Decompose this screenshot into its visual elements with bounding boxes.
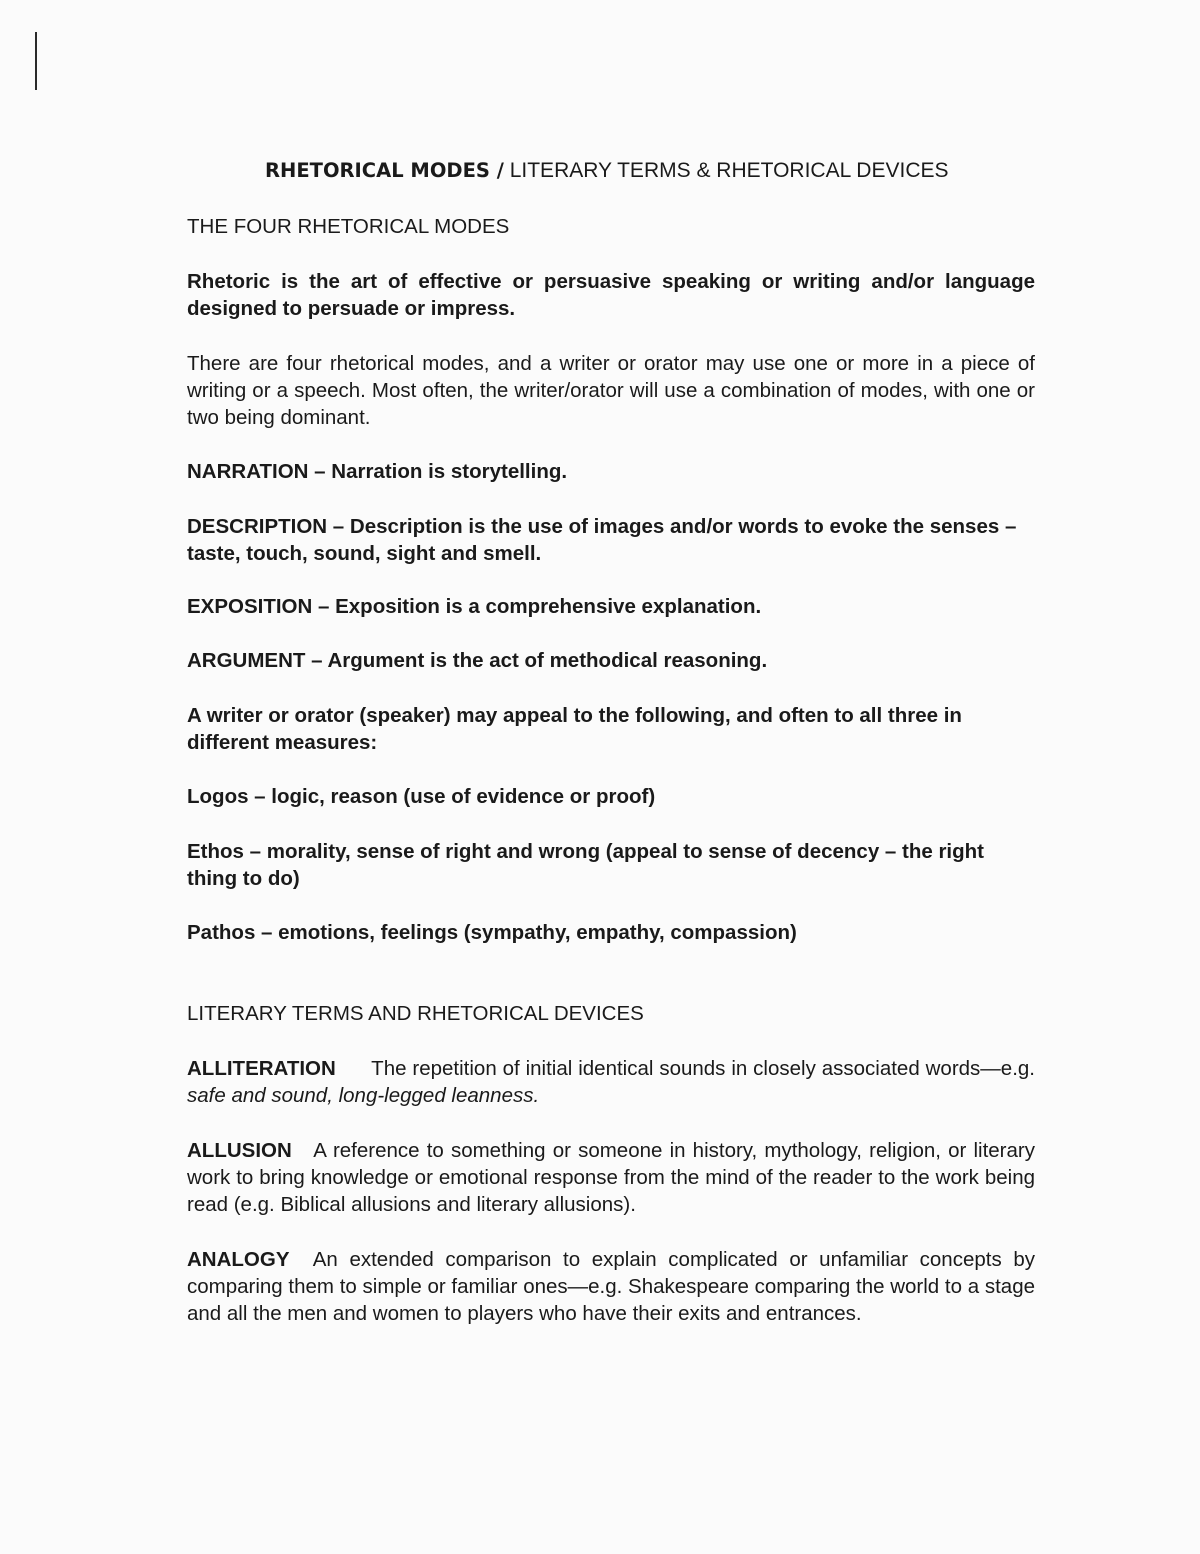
title-part-1: RHETORICAL MODES / <box>265 159 504 182</box>
mode-narration: NARRATION – Narration is storytelling. <box>187 460 568 483</box>
term-definition: An extended comparison to explain complicated or unfamiliar concepts by comparing them to simple or familiar ones—e.g. Shakespeare comparing the world to a stage and all the men and women to players who have their exits and entrances. <box>187 1248 1035 1325</box>
term-name: ALLITERATION <box>187 1057 336 1080</box>
appeal-pathos: Pathos – emotions, feelings (sympathy, empathy, compassion) <box>187 921 797 944</box>
intro-paragraph: There are four rhetorical modes, and a writer or orator may use one or more in a piece of writing or a speech. Most often, the writer/orator will use a combination of modes, with one or two being dominant. <box>187 352 1035 429</box>
appeal-logos: Logos – logic, reason (use of evidence or proof) <box>187 785 656 808</box>
appeal-ethos: Ethos – morality, sense of right and wrong (appeal to sense of decency – the right thing to do) <box>187 840 984 890</box>
page-title <box>265 159 949 183</box>
appeal-intro: A writer or orator (speaker) may appeal to the following, and often to all three in different measures: <box>187 704 962 754</box>
mode-description: DESCRIPTION – Description is the use of images and/or words to evoke the senses – taste, touch, sound, sight and smell. <box>187 515 1017 565</box>
term-analogy <box>187 1246 1035 1327</box>
term-definition: A reference to something or someone in history, mythology, religion, or literary work to bring knowledge or emotional response from the mind of the reader to the work being read (e.g. Biblical allusions and literary allusions). <box>187 1139 1035 1216</box>
term-name: ALLUSION <box>187 1139 292 1162</box>
scan-artifact-line <box>35 32 37 90</box>
term-alliteration <box>187 1055 1035 1109</box>
section-heading-literary-terms: LITERARY TERMS AND RHETORICAL DEVICES <box>187 1002 644 1025</box>
mode-exposition: EXPOSITION – Exposition is a comprehensive explanation. <box>187 595 762 618</box>
term-definition: The repetition of initial identical sounds in closely associated words—e.g. <box>371 1057 1035 1080</box>
title-part-2: LITERARY TERMS & RHETORICAL DEVICES <box>509 159 949 182</box>
section-heading-rhetorical-modes: THE FOUR RHETORICAL MODES <box>187 215 510 238</box>
rhetoric-definition: Rhetoric is the art of effective or persuasive speaking or writing and/or language designed to persuade or impress. <box>187 270 1035 320</box>
term-allusion <box>187 1137 1035 1218</box>
mode-argument: ARGUMENT – Argument is the act of methodical reasoning. <box>187 649 768 672</box>
term-name: ANALOGY <box>187 1248 290 1271</box>
term-example: safe and sound, long-legged leanness. <box>187 1084 540 1107</box>
